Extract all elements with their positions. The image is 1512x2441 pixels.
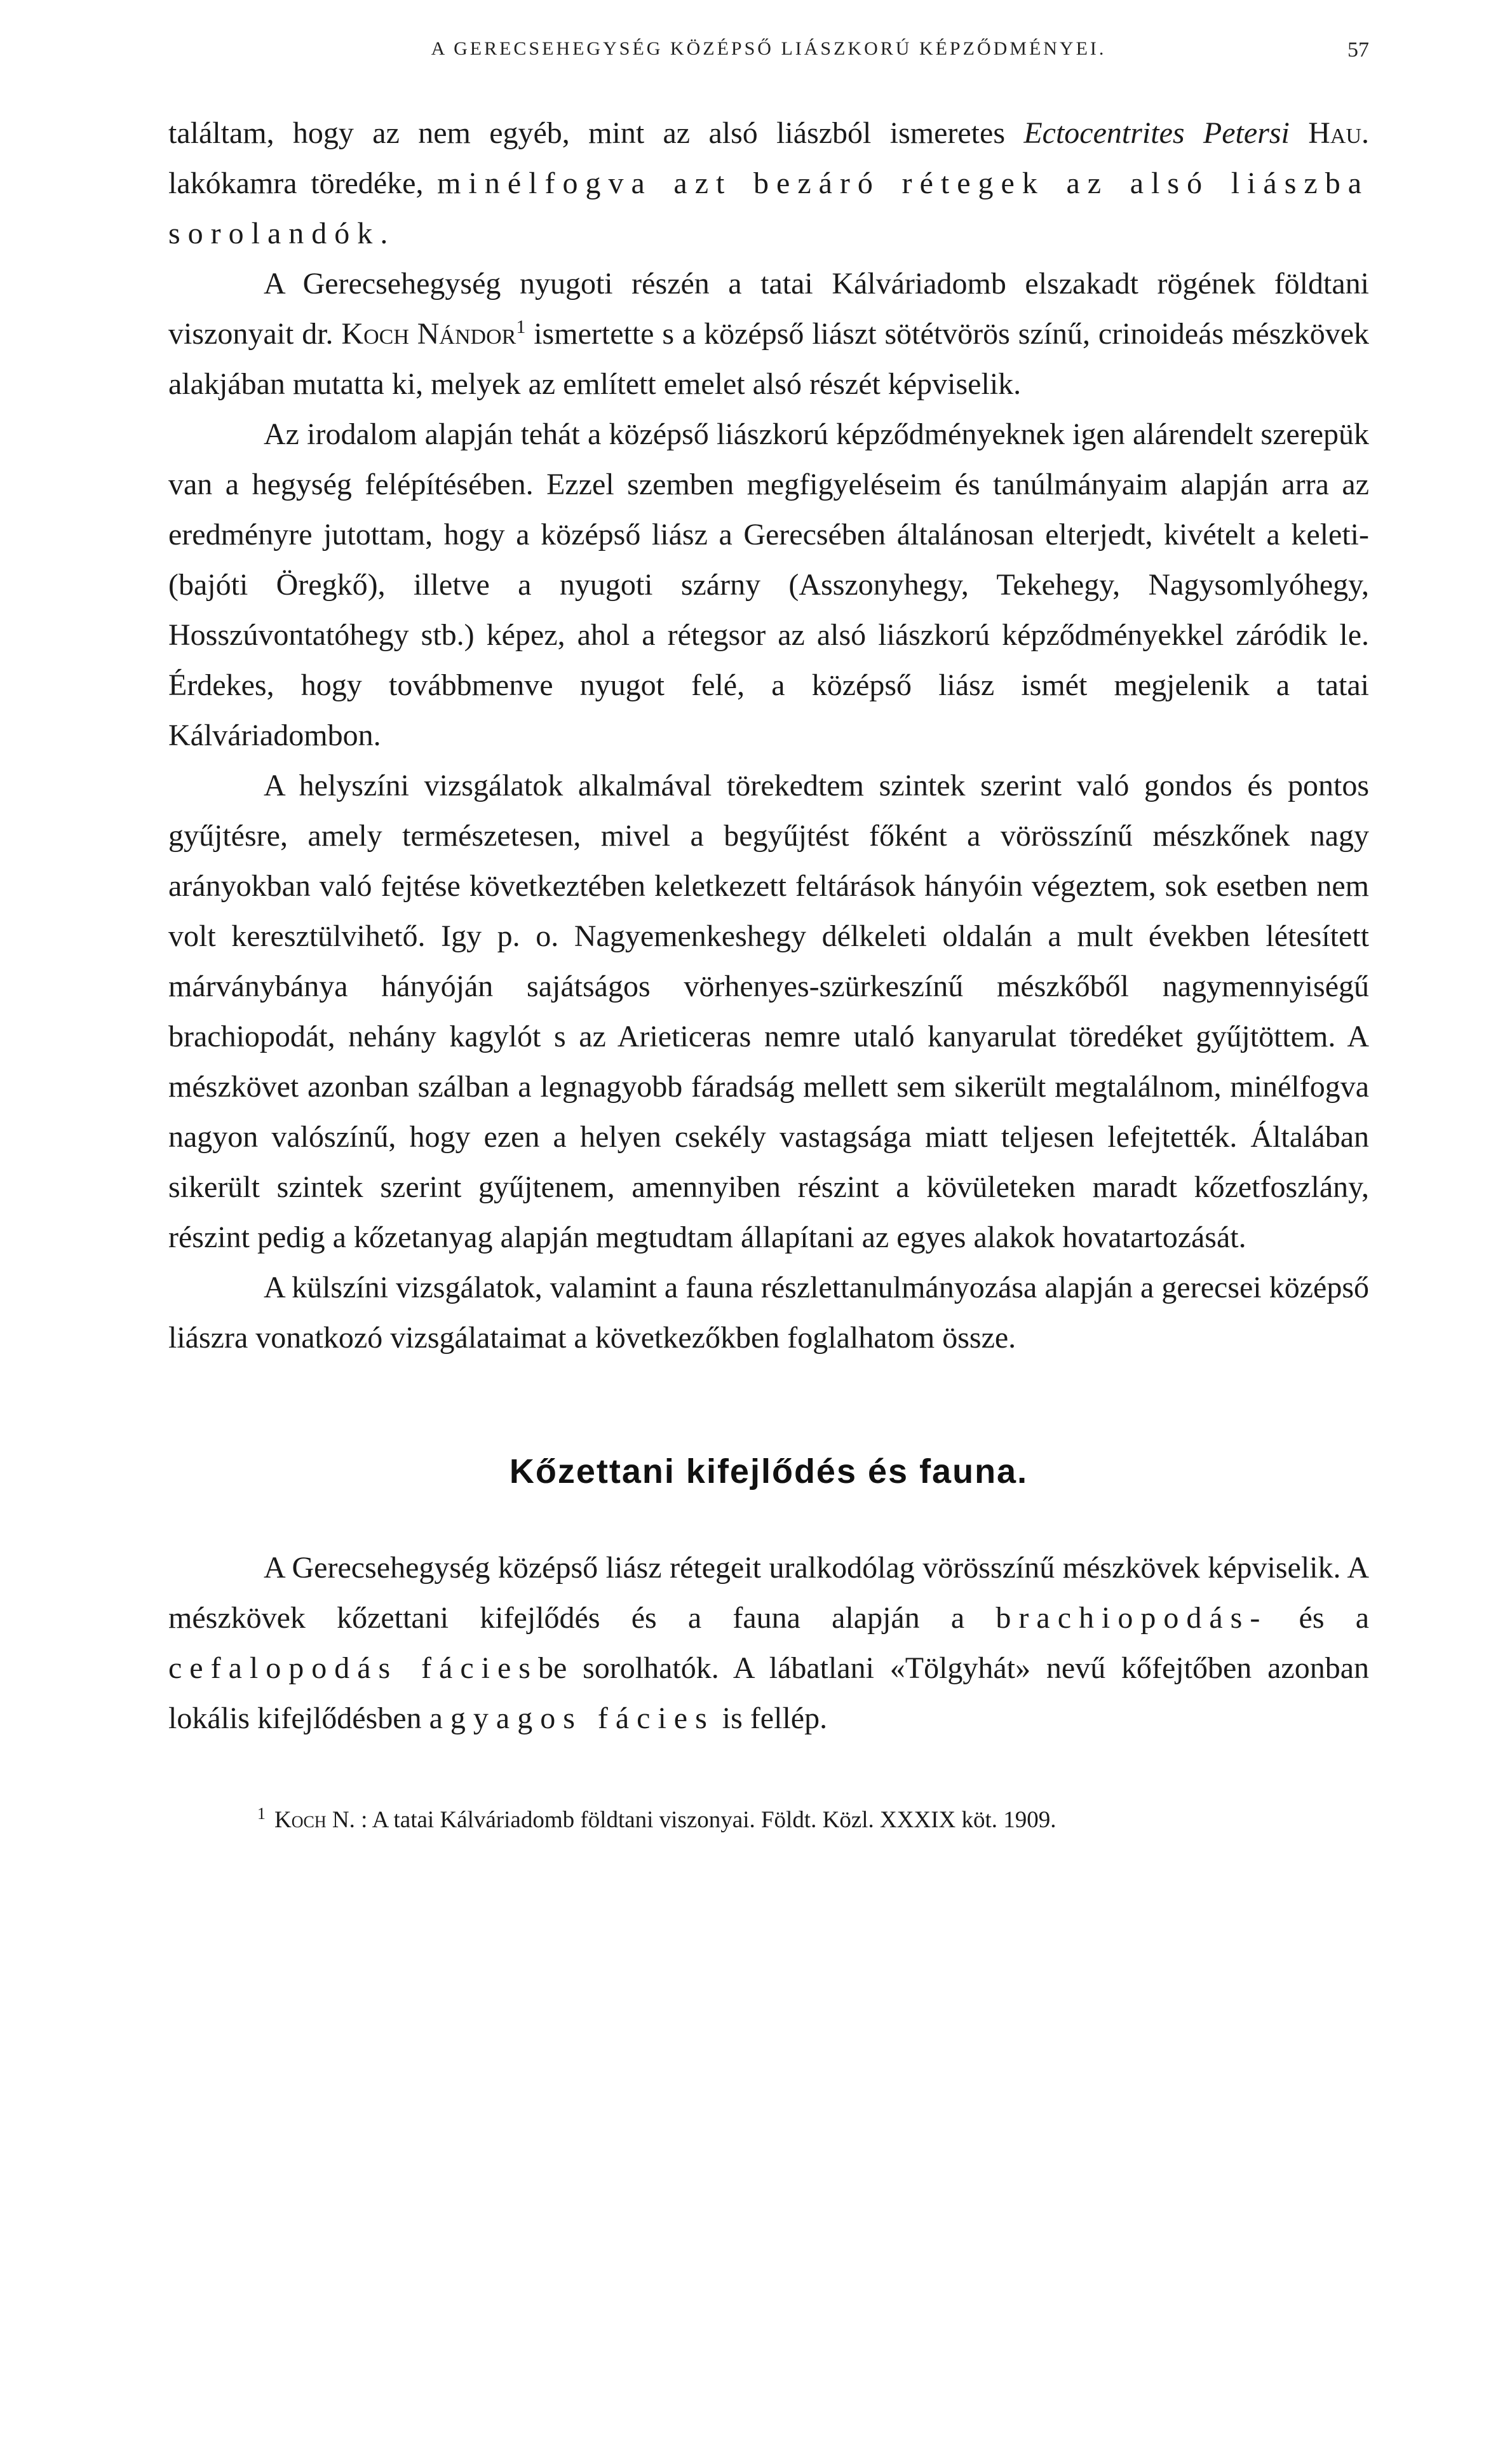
emphasized-phrase: minélfogva azt bezáró rétegek az alsó liászba sorolandók [168, 166, 1369, 250]
facies-cephalopod: cefalopodás fácies [168, 1651, 538, 1685]
section-heading: Kőzettani kifejlődés és fauna. [509, 1452, 1029, 1491]
paragraph-6-text-c: be sorolhatók. A lábatlani «Tölgyhát» nevű kőfejtőben azonban lokális kifejlődésben a [168, 1651, 1369, 1735]
author-name: Hau [1308, 116, 1362, 150]
paragraph-1 [168, 108, 1369, 259]
paragraph-1-text-b: . lakókamra töredéke, [168, 116, 1370, 200]
facies-brachiopod: brachiopodás- [996, 1601, 1268, 1635]
paragraph-2 [168, 259, 1369, 409]
body-text [168, 108, 1369, 1743]
footnote-reference: 1 [516, 316, 526, 337]
paragraph-4: A helyszíni vizsgálatok alkalmával törekedtem szintek szerint való gondos és pontos gyűjtésre, amely természetesen, mivel a begyűjtést főként a vörösszínű mészkőnek nagy arányokban való fejtése következtében keletkezett feltárások hányóin végeztem, sok esetben nem volt keresztülvihető. Igy p. o. Nagyemenkeshegy délkeleti oldalán a mult években létesített márványbánya hányóján sajátságos vörhenyes-szürkeszínű mészkőből nagymennyiségű brachiopodát, nehány kagylót s az Arieticeras nemre utaló kanyarulat töredéket gyűjtöttem. A mészkövet azonban szálban a legnagyobb fáradság mellett sem sikerült megtalálnom, minélfogva nagyon valószínű, hogy ezen a helyen csekély vastagsága miatt teljesen lefejtették. Általában sikerült szintek szerint gyűjtenem, amennyiben részint a kövületeken maradt kőzetfoszlány, részint pedig a kőzetanyag alapján megtudtam állapítani az egyes alakok hovatartozását. [168, 769, 1369, 1254]
paragraph-1-text-a: találtam, hogy az nem egyéb, mint az alsó liászból ismeretes [168, 116, 1024, 150]
paragraph-6-text-b: és a [1267, 1601, 1369, 1635]
footnote [168, 1801, 1369, 1840]
paragraph-2-text-a: A Gerecsehegység nyugoti részén a tatai Kálváriadomb elszakadt rögének földtani viszonyait dr. [168, 267, 1369, 351]
paragraph-3: Az irodalom alapján tehát a középső liászkorú képződményeknek igen alárendelt szerepük van a hegység felépítésében. Ezzel szemben megfigyeléseim és tanúlmányaim alapján arra az eredményre jutottam, hogy a középső liász a Gerecsében általánosan elterjedt, kivételt a keleti- (bajóti Öregkő), illetve a nyugoti szárny (Asszonyhegy, Tekehegy, Nagysomlyóhegy, Hosszúvontatóhegy stb.) képez, ahol a rétegsor az alsó liászkorú képződményekkel záródik le. Érdekes, hogy továbbmenve nyugot felé, a középső liász ismét megjelenik a tatai Kálváriadombon. [168, 417, 1369, 752]
species-name: Ectocentrites Petersi [1023, 116, 1290, 150]
paragraph-1-space [1290, 116, 1308, 150]
footnote-author: Koch N. [274, 1807, 355, 1833]
paragraph-5: A külszíni vizsgálatok, valamint a fauna részlettanulmányozása alapján a gerecsei középső liászra vonatkozó vizsgálataimat a következőkben foglalhatom össze. [168, 1271, 1369, 1355]
running-header [168, 38, 1369, 76]
paragraph-6-text-a: A Gerecsehegység középső liász rétegeit uralkodólag vörösszínű mészkövek képviselik. A mészkövek kőzettani kifejlődés és a fauna alapján a [168, 1551, 1369, 1635]
footnote-mark: 1 [257, 1804, 266, 1823]
cited-author: Koch Nándor [341, 317, 516, 351]
paragraph-6-text-d: is fellép. [714, 1701, 828, 1735]
paragraph-1-text-c: . [380, 217, 388, 250]
running-title: A GERECSEHEGYSÉG KÖZÉPSŐ LIÁSZKORÚ KÉPZŐDMÉNYEI. [431, 38, 1107, 59]
facies-clay: gyagos fácies [450, 1701, 715, 1735]
paragraph-2-text-b: ismertette s a középső liászt sötétvörös színű, crinoideás mészkövek alakjában mutatta ki, melyek az említett emelet alsó részét képviselik. [168, 317, 1369, 401]
page-number: 57 [1347, 38, 1369, 62]
document-page [168, 38, 1369, 1840]
footnote-text: : A tatai Kálváriadomb földtani viszonyai. Földt. Közl. XXXIX köt. 1909. [354, 1807, 1056, 1833]
paragraph-6 [168, 1543, 1369, 1743]
